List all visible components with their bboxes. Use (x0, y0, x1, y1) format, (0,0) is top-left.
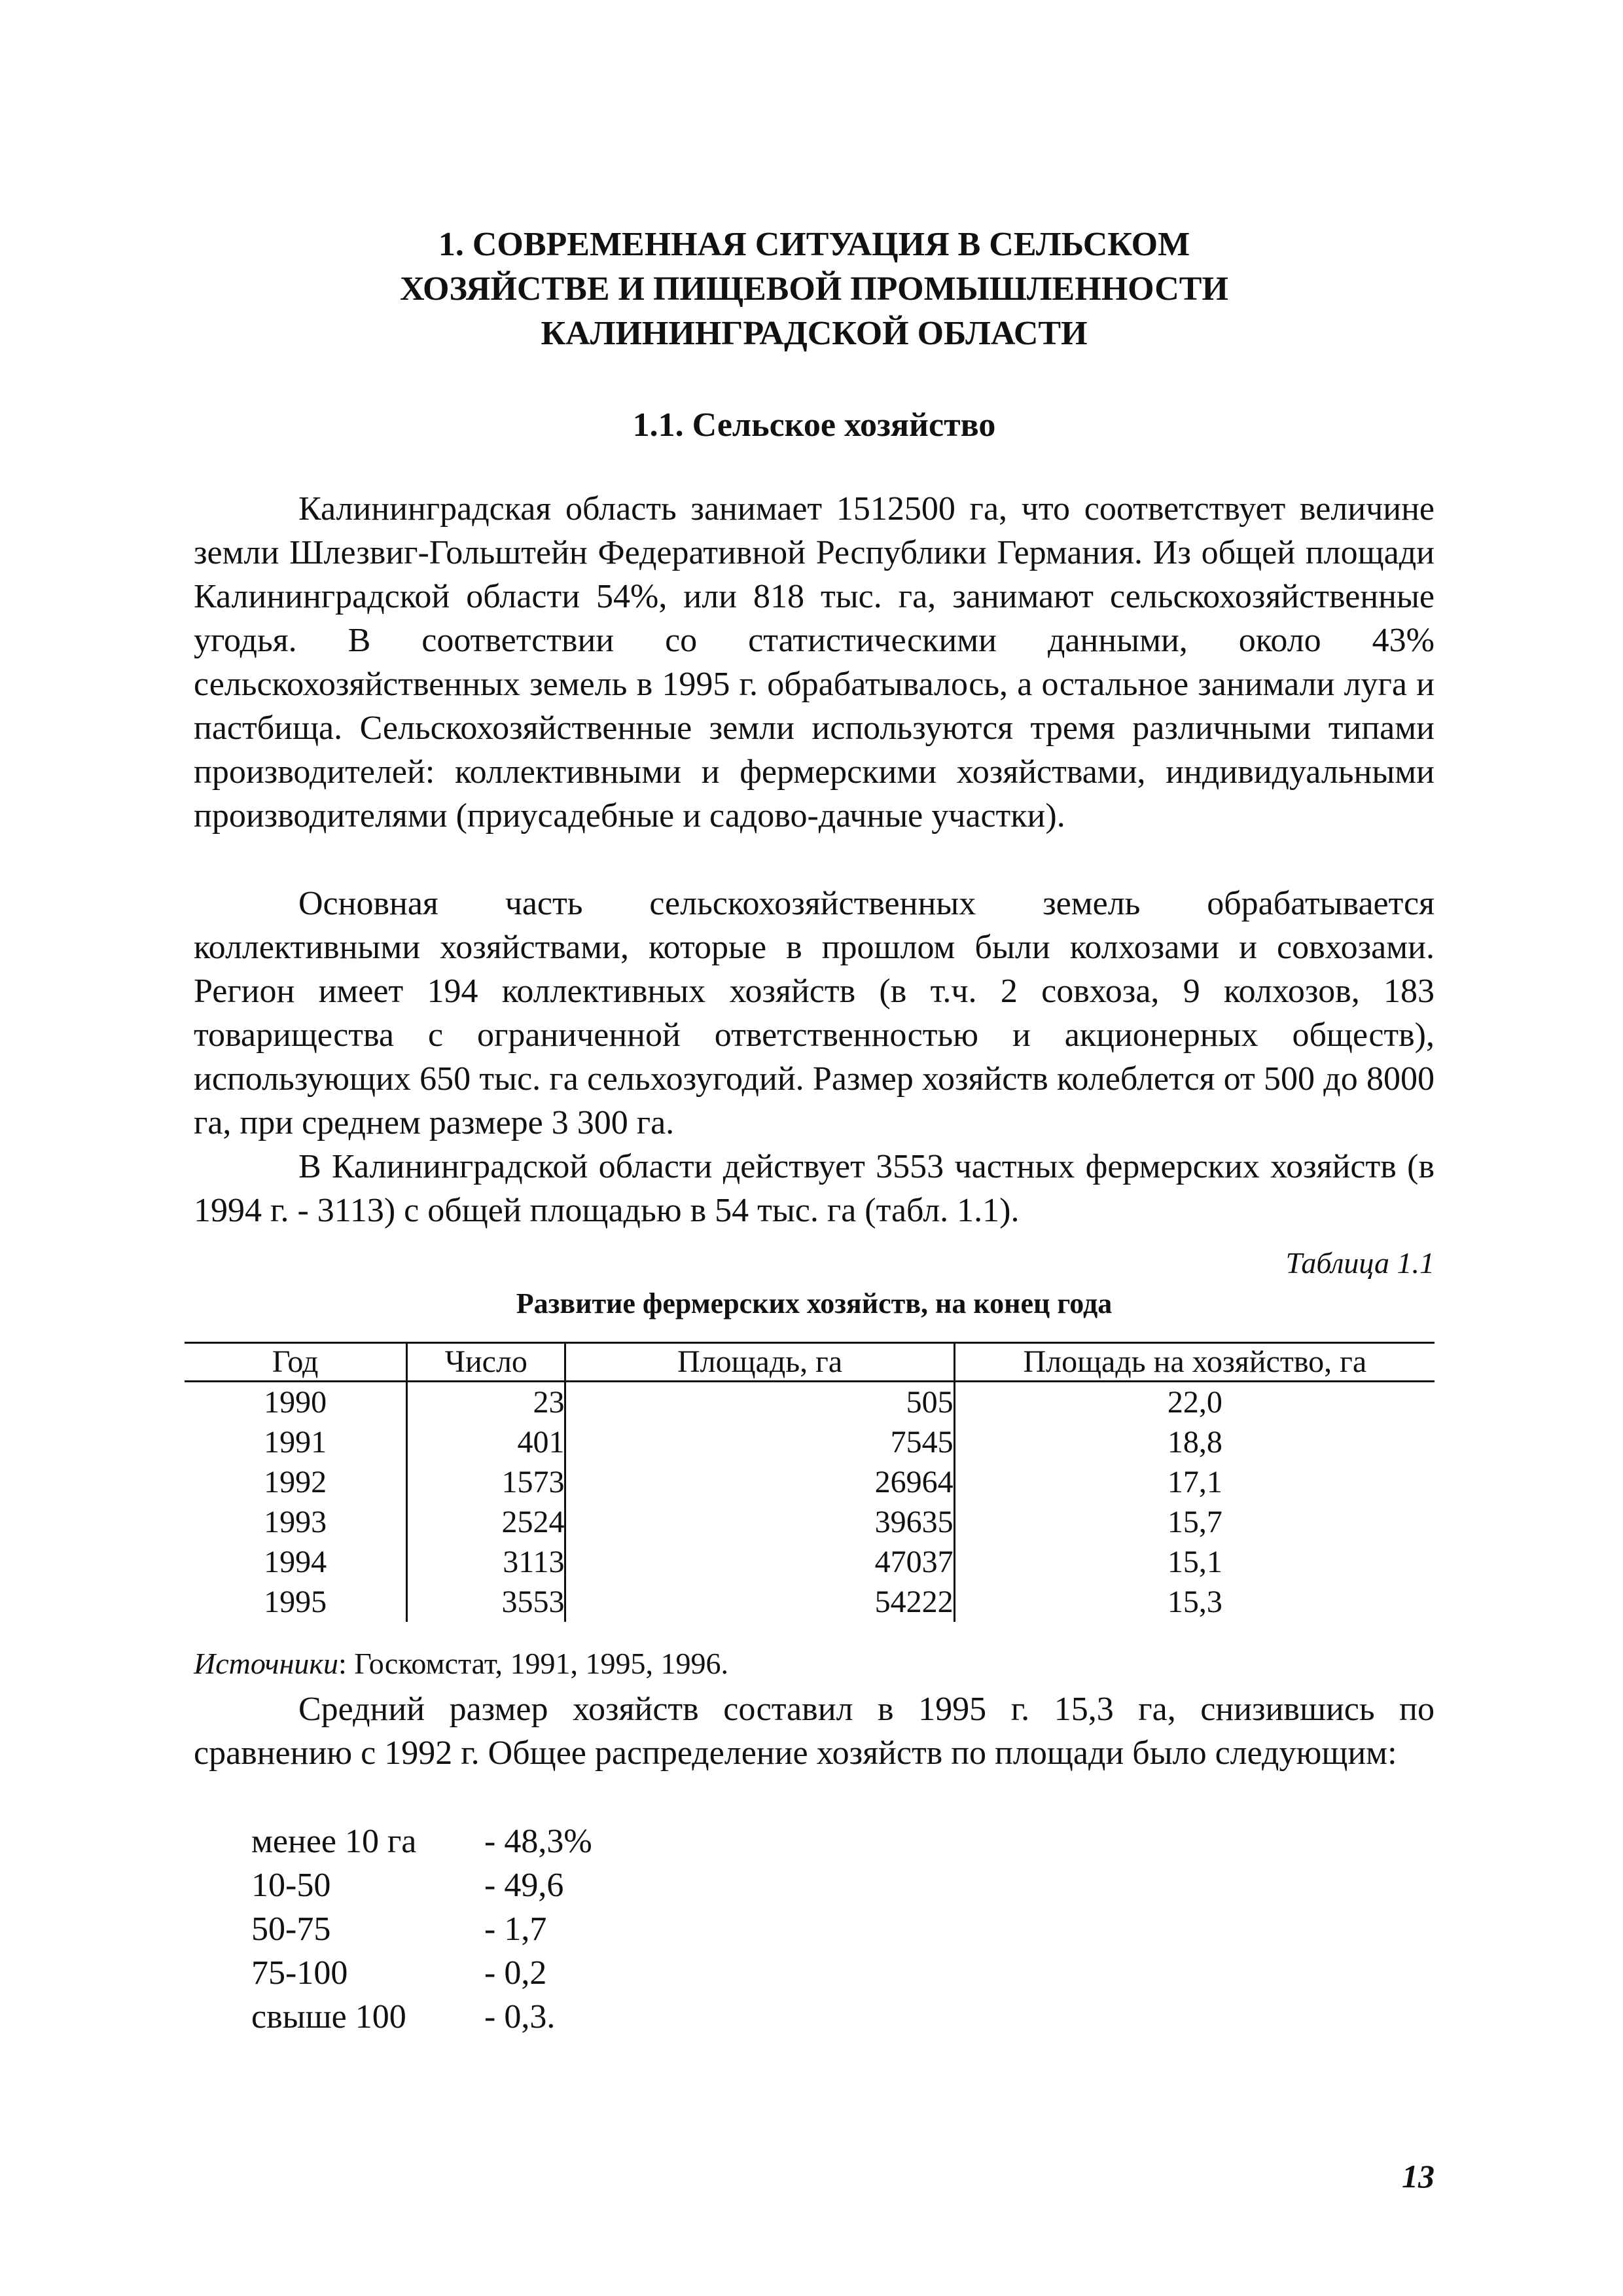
cell-area: 54222 (565, 1582, 954, 1622)
distribution-range: свыше 100 (251, 1998, 406, 2036)
list-item (251, 1820, 592, 1863)
distribution-value: - 1,7 (484, 1910, 547, 1948)
header-area-per-farm: Площадь на хозяйство, га (954, 1343, 1435, 1382)
distribution-range: 50-75 (251, 1910, 331, 1948)
table-row (185, 1382, 1435, 1423)
farms-table (185, 1342, 1435, 1622)
source-text: : Госкомстат, 1991, 1995, 1996. (338, 1647, 729, 1680)
distribution-range: 10-50 (251, 1867, 331, 1904)
table-row (185, 1502, 1435, 1542)
cell-area-per-farm: 15,7 (954, 1502, 1435, 1542)
cell-area: 39635 (565, 1502, 954, 1542)
table-row (185, 1582, 1435, 1622)
cell-area-per-farm: 17,1 (954, 1462, 1435, 1502)
cell-area: 26964 (565, 1462, 954, 1502)
cell-count: 1573 (407, 1462, 565, 1502)
distribution-range: 75-100 (251, 1954, 348, 1992)
table-header-row (185, 1343, 1435, 1382)
cell-year: 1993 (264, 1505, 327, 1539)
chapter-title-line: КАЛИНИНГРАДСКОЙ ОБЛАСТИ (541, 315, 1088, 352)
paragraph-collective-farms: Основная часть сельскохозяйственных земель обрабатывается коллективными хозяйствами, которые в прошлом были колхозами и совхозами. Регион имеет 194 коллективных хозяйств (в т.ч. 2 совхоза, 9 колхозов, 183 товарищества с ограниченной ответственностью и акционерных обществ), использующих 650 тыс. га сельхозугодий. Размер хозяйств колеблется от 500 до 8000 га, при среднем размере 3 300 га. (194, 885, 1435, 1141)
cell-count: 3553 (407, 1582, 565, 1622)
distribution-value: - 49,6 (484, 1867, 564, 1904)
table-source (194, 1644, 728, 1683)
cell-year: 1994 (264, 1545, 327, 1579)
list-item (251, 1951, 592, 1995)
distribution-range: менее 10 га (251, 1823, 417, 1860)
distribution-value: - 0,2 (484, 1954, 547, 1992)
table-row (185, 1462, 1435, 1502)
table-row (185, 1542, 1435, 1582)
distribution-value: - 48,3% (484, 1823, 592, 1860)
paragraph-summary: Средний размер хозяйств составил в 1995 г. 15,3 га, снизившись по сравнению с 1992 г. Общее распределение хозяйств по площади было следующим: (194, 1691, 1435, 1772)
cell-area-per-farm: 18,8 (954, 1422, 1435, 1462)
header-area: Площадь, га (565, 1343, 954, 1382)
cell-count: 401 (407, 1422, 565, 1462)
cell-year: 1990 (264, 1385, 327, 1420)
cell-area: 505 (565, 1382, 954, 1423)
chapter-title (194, 223, 1435, 356)
cell-year: 1992 (264, 1465, 327, 1499)
table-label: Таблица 1.1 (1285, 1246, 1435, 1280)
cell-year: 1991 (264, 1425, 327, 1460)
list-item (251, 1907, 592, 1951)
table-title: Развитие фермерских хозяйств, на конец года (516, 1287, 1113, 1319)
distribution-value: - 0,3. (484, 1998, 556, 2036)
header-count: Число (407, 1343, 565, 1382)
section-title: 1.1. Сельское хозяйство (632, 406, 996, 444)
cell-area-per-farm: 15,3 (954, 1582, 1435, 1622)
chapter-title-line: ХОЗЯЙСТВЕ И ПИЩЕВОЙ ПРОМЫШЛЕННОСТИ (400, 270, 1228, 308)
paragraph-land-area: Калининградская область занимает 1512500 га, что соответствует величине земли Шлезвиг-Гольштейн Федеративной Республики Германия. Из общей площади Калининградской области 54%, или 818 тыс. га, занимают сельскохозяйственные угодья. В соответствии со статистическими данными, около 43% сельскохозяйственных земель в 1995 г. обрабатывалось, а остальное занимали луга и пастбища. Сельскохозяйственные земли используются тремя различными типами производителей: коллективными и фермерскими хозяйствами, индивидуальными производителями (приусадебные и садово-дачные участки). (194, 490, 1435, 834)
cell-area: 47037 (565, 1542, 954, 1582)
header-year: Год (185, 1343, 407, 1382)
cell-area-per-farm: 15,1 (954, 1542, 1435, 1582)
list-item (251, 1863, 592, 1907)
distribution-list (251, 1820, 592, 2039)
paragraph-private-farms: В Калининградской области действует 3553 частных фермерских хозяйств (в 1994 г. - 3113) с общей площадью в 54 тыс. га (табл. 1.1). (194, 1148, 1435, 1229)
cell-count: 3113 (407, 1542, 565, 1582)
cell-count: 23 (407, 1382, 565, 1423)
list-item (251, 1995, 592, 2039)
cell-count: 2524 (407, 1502, 565, 1542)
cell-year: 1995 (264, 1585, 327, 1619)
source-label: Источники (194, 1647, 338, 1680)
chapter-title-line: 1. СОВРЕМЕННАЯ СИТУАЦИЯ В СЕЛЬСКОМ (438, 226, 1190, 263)
page-number: 13 (1402, 2158, 1435, 2195)
table-row (185, 1422, 1435, 1462)
cell-area-per-farm: 22,0 (954, 1382, 1435, 1423)
cell-area: 7545 (565, 1422, 954, 1462)
